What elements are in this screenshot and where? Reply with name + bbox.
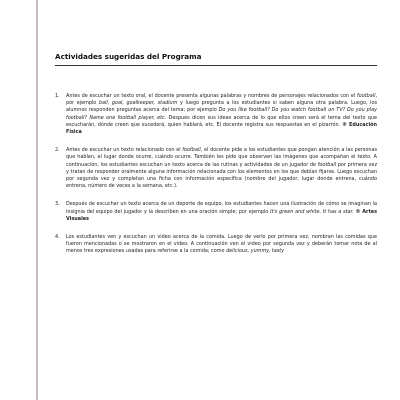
english-example-text: football [356, 93, 376, 99]
activity-item [55, 201, 377, 223]
activity-text: Antes de escuchar un texto oral, el docente presenta algunas palabras y nombres de personajes relacionados con el [66, 93, 357, 99]
english-example-text: ball, goal, goalkeeper, stadium [98, 100, 178, 107]
cross-curricular-link: ® Artes Visuales [66, 208, 378, 222]
page-title: Actividades sugeridas del Programa [55, 52, 202, 61]
activity-text: , por ejemplo [66, 93, 377, 107]
activity-text: Los estudiantes ven y escuchan un video acerca de la comida. Luego de verlo por primera vez, nombran las comidas que fueron mencionadas o se mostraron en el video. A continuación ven el video por segunda vez y deberán tomar nota de al menos tres expresiones usadas para referirse a la comida; como [66, 234, 377, 255]
english-example-text: It's green and white. It has a star. [270, 208, 354, 215]
title-underline [55, 65, 377, 66]
activity-item [55, 147, 377, 190]
english-example-text: delicious, yummy, tasty [226, 248, 285, 255]
activity-number: 2. [55, 147, 60, 154]
english-example-text: football [317, 161, 337, 168]
binding-hole-grid [0, 0, 36, 400]
activity-number: 3. [55, 201, 60, 208]
binding-edge [36, 0, 38, 400]
cross-curricular-link: ® Educación Física [66, 121, 377, 136]
activities-list [55, 93, 377, 256]
activity-text: y luego pregunta a los estudiantes si saben alguna otra palabra. Luego, los alumnos responden preguntas acerca del tema; por ejemplo [66, 100, 378, 114]
document-page [55, 52, 377, 267]
activity-text: por primera vez y tratan de responder oralmente alguna información relacionada con los elementos en los que debían fijarse. Luego escuchan por segunda vez y completan una ficha con información específica (nombre del jugador, lugar donde entrena, cuándo entrena, número de veces a la semana, etc.). [66, 161, 378, 190]
activity-number: 1. [55, 93, 60, 99]
english-example-text: Do you like football? Do you watch football on TV? Do you play football? Name one football player, etc. [66, 107, 377, 121]
activity-text: Después dicen sus ideas acerca de lo que ellos creen será el tema del texto que escucharán, dónde creen que sucederá, quien hablará, etc. El docente registra sus respuestas en el pizarrón. [66, 114, 377, 128]
activity-item [55, 93, 377, 136]
activity-number: 4. [55, 234, 60, 241]
activity-item [55, 234, 377, 256]
activity-text: Después de escuchar un texto acerca de un deporte de equipo, los estudiantes hacen una ilustración de cómo se imaginan la insignia del equipo del jugador y la describen en una oración simple; por ejemplo [66, 201, 377, 215]
activity-text: , el docente pide a los estudiantes que pongan atención a las personas que hablan, el lugar donde ocurre, cuándo ocurre. También les pide que observen las imágenes que acompañan el texto. A continuación, los estudiantes escuchan un texto acerca de las rutinas y actividades de un jugador de [66, 147, 377, 168]
english-example-text: football [182, 147, 201, 154]
activity-text: Antes de escuchar un texto relacionado con el [66, 147, 183, 154]
